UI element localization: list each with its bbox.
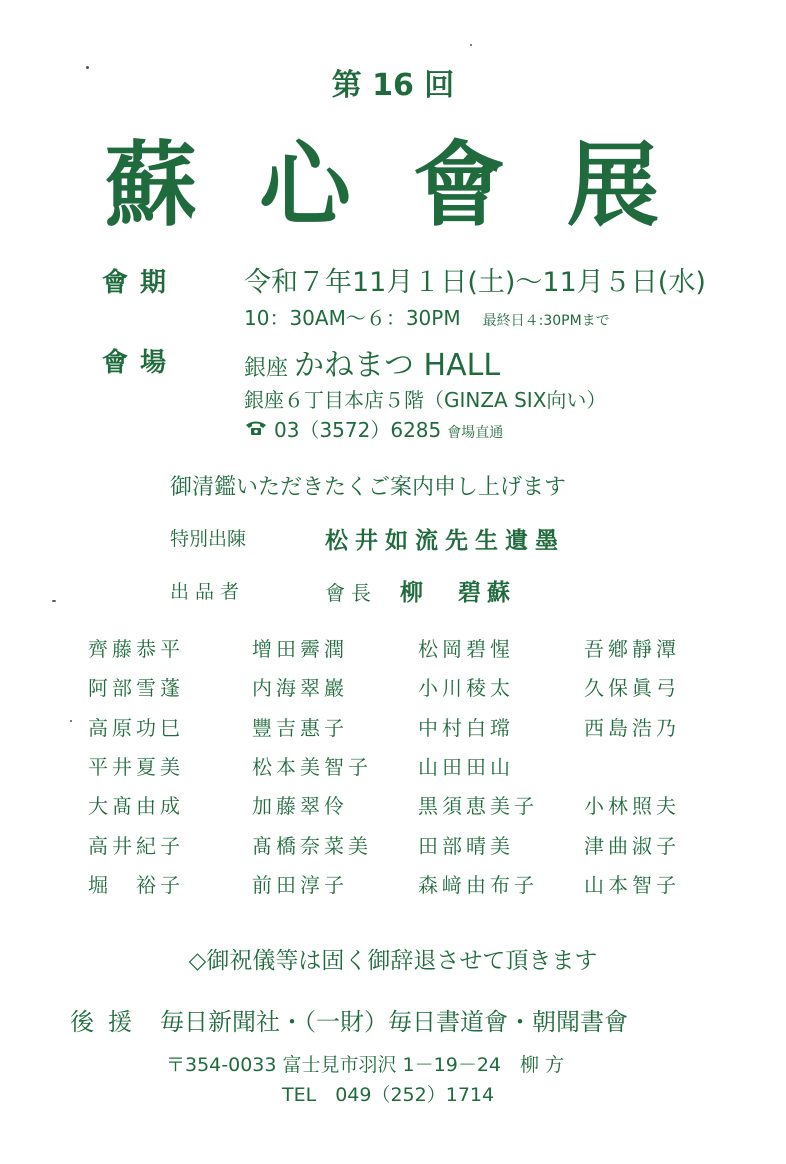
special-exhibit-label: 特別出陳 [170, 528, 247, 550]
exhibitor-name: 髙橋奈菜美 [252, 834, 372, 858]
exhibitor-name: 小林照夫 [584, 794, 680, 818]
scan-speck [86, 66, 89, 69]
edition-heading: 第 16 回 [331, 68, 455, 103]
exhibitor-name: 内海翠巖 [252, 676, 348, 700]
exhibitor-name: 增田霽潤 [252, 637, 348, 661]
chairman-title: 會長 [325, 581, 377, 605]
venue-prefix: 銀座 [244, 356, 289, 381]
exhibitor-name: 前田淳子 [252, 873, 348, 897]
exhibitor-name: 山田田山 [418, 755, 514, 779]
venue-name-line [244, 340, 500, 384]
exhibitor-name: 西島浩乃 [584, 716, 680, 740]
exhibitor-name: 加藤翠伶 [252, 794, 348, 818]
support-label: 後援 [70, 1008, 146, 1036]
venue-tel-note: 會場直通 [447, 425, 504, 441]
scan-speck [70, 720, 72, 722]
period-hours-note: 最終日４:30PMまで [482, 313, 610, 329]
exhibitor-name: 久保眞弓 [584, 676, 680, 700]
venue-address: 銀座６丁目本店５階（GINZA SIX向い） [244, 388, 607, 412]
exhibitor-name: 中村白瑺 [418, 716, 514, 740]
support-text: 毎日新聞社・（一財）毎日書道會・朝聞書會 [160, 1008, 628, 1036]
exhibitor-name: 田部晴美 [418, 834, 514, 858]
venue-tel-line [244, 414, 503, 443]
venue-label: 會場 [102, 348, 179, 378]
contact-tel: TEL 049（252）1714 [282, 1084, 495, 1106]
exhibitor-name: 齊藤恭平 [88, 637, 184, 661]
exhibitor-name: 森﨑由布子 [418, 873, 538, 897]
support-line [70, 1002, 628, 1037]
exhibition-title: 蘇心會展 [104, 132, 721, 239]
exhibitor-name: 平井夏美 [88, 755, 184, 779]
exhibitor-name: 黒須恵美子 [418, 794, 538, 818]
scan-speck [52, 600, 56, 602]
period-dates: 令和７年11月１日(土)～11月５日(水) [244, 267, 706, 298]
exhibitor-name: 高原功巳 [88, 716, 184, 740]
exhibitor-label: 出品者 [170, 581, 246, 603]
exhibitor-name: 津曲淑子 [584, 834, 680, 858]
telephone-icon [244, 418, 268, 442]
exhibitor-name: 松本美智子 [252, 755, 372, 779]
contact-address: 〒354-0033 富士見市羽沢 1－19－24 柳 方 [166, 1054, 565, 1076]
exhibitor-name: 豐吉惠子 [252, 716, 348, 740]
period-hours-line [244, 302, 610, 331]
special-exhibit-name: 松井如流先生遺墨 [325, 528, 565, 554]
invitation-text: 御清鑑いただきたくご案内申し上げます [170, 475, 567, 500]
chairman-name: 柳 碧蘇 [400, 580, 516, 606]
period-hours: 10：30AM～６：30PM [244, 306, 461, 330]
exhibitor-name: 大髙由成 [88, 794, 184, 818]
exhibitor-name: 吾鄕靜潭 [584, 637, 680, 661]
exhibitor-name: 堀 裕子 [88, 873, 184, 897]
exhibitor-name: 小川稜太 [418, 676, 514, 700]
venue-name: かねまつ HALL [294, 348, 501, 383]
exhibitor-name: 山本智子 [584, 873, 680, 897]
exhibitor-name: 阿部雪蓬 [88, 676, 184, 700]
notice-text: ◇御祝儀等は固く御辞退させて頂きます [188, 948, 598, 974]
scan-speck [470, 44, 472, 46]
exhibitor-name: 松岡碧惺 [418, 637, 514, 661]
period-label: 會期 [102, 268, 179, 298]
exhibitor-name: 高井紀子 [88, 834, 184, 858]
venue-tel: 03（3572）6285 [274, 418, 442, 442]
